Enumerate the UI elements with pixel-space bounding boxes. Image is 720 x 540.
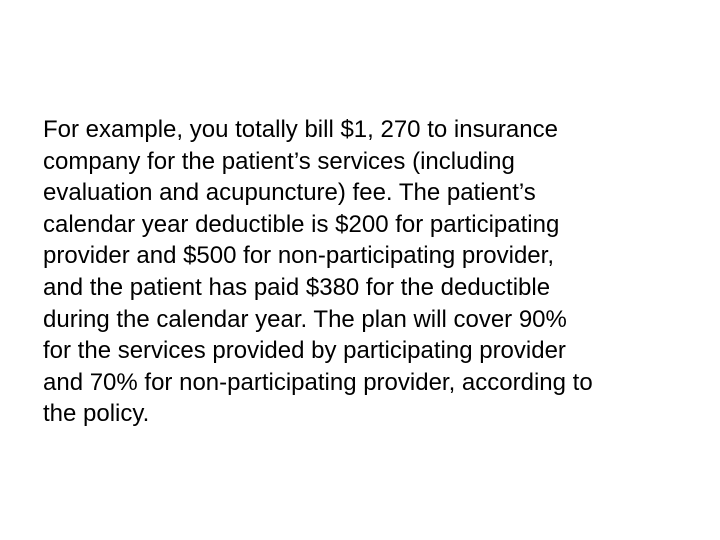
paragraph-line-6: and the patient has paid $380 for the deductible (43, 273, 551, 301)
paragraph-line-9: and 70% for non-participating provider, according to (43, 368, 593, 396)
paragraph-line-5: provider and $500 for non-participating provider, (43, 242, 554, 270)
paragraph-line-2: company for the patient’s services (including (43, 147, 515, 175)
body-paragraph (43, 114, 703, 430)
paragraph-line-1: For example, you totally bill $1, 270 to insurance (43, 116, 558, 143)
paragraph-line-3: evaluation and acupuncture) fee. The patient’s (43, 179, 536, 207)
paragraph-line-10: the policy. (43, 400, 150, 428)
paragraph-line-7: during the calendar year. The plan will cover 90% (43, 305, 567, 333)
paragraph-line-4: calendar year deductible is $200 for participating (43, 210, 560, 238)
paragraph-line-8: for the services provided by participating provider (43, 337, 566, 365)
